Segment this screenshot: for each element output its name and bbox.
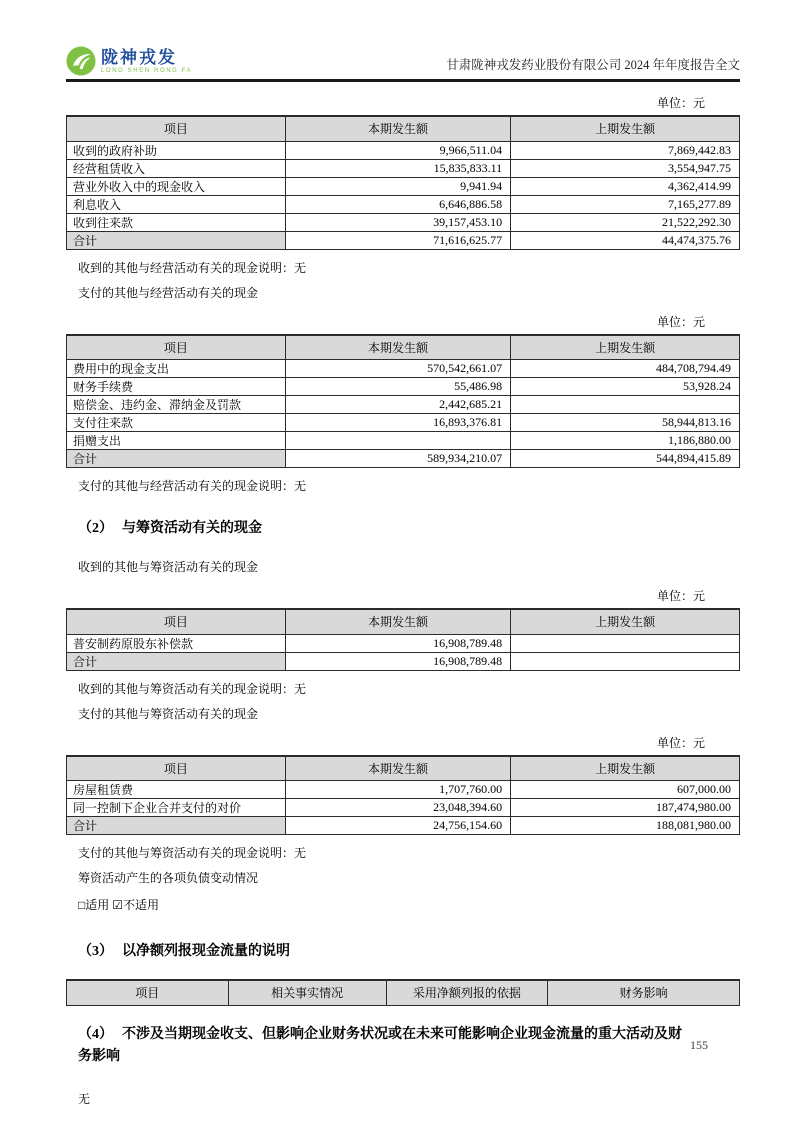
column-header: 上期发生额 bbox=[511, 609, 740, 634]
note-op-pay-intro: 支付的其他与经营活动有关的现金 bbox=[78, 285, 259, 300]
table-financing-cash-paid bbox=[66, 755, 740, 836]
column-header: 项目 bbox=[67, 116, 286, 141]
item-cell: 合计 bbox=[67, 652, 286, 670]
column-header: 本期发生额 bbox=[285, 116, 510, 141]
logo-cn-text: 陇神戎发 bbox=[101, 47, 177, 67]
none-text: 无 bbox=[78, 1091, 91, 1106]
table-header-row bbox=[67, 335, 740, 360]
table-row bbox=[67, 414, 740, 432]
amount-cell bbox=[285, 432, 510, 450]
column-header: 本期发生额 bbox=[285, 756, 510, 781]
table-row bbox=[67, 360, 740, 378]
item-cell: 收到的政府补助 bbox=[67, 141, 286, 159]
column-header: 项目 bbox=[67, 609, 286, 634]
amount-cell: 23,048,394.60 bbox=[285, 799, 510, 817]
table-row bbox=[67, 799, 740, 817]
logo-text bbox=[101, 49, 192, 74]
column-header: 本期发生额 bbox=[285, 609, 510, 634]
amount-cell: 589,934,210.07 bbox=[285, 450, 510, 468]
column-header: 项目 bbox=[67, 980, 229, 1005]
amount-cell: 2,442,685.21 bbox=[285, 396, 510, 414]
item-cell: 支付往来款 bbox=[67, 414, 286, 432]
unit-label: 单位：元 bbox=[656, 589, 705, 603]
page-number: 155 bbox=[690, 1038, 708, 1052]
table-row bbox=[67, 177, 740, 195]
table-row bbox=[67, 195, 740, 213]
table-operating-cash-paid bbox=[66, 334, 740, 469]
amount-cell: 16,908,789.48 bbox=[285, 652, 510, 670]
page-header bbox=[66, 46, 740, 76]
table-header-row bbox=[67, 609, 740, 634]
item-cell: 利息收入 bbox=[67, 195, 286, 213]
amount-cell bbox=[511, 396, 740, 414]
amount-cell: 16,908,789.48 bbox=[285, 634, 510, 652]
amount-cell: 607,000.00 bbox=[511, 781, 740, 799]
section-heading-3 bbox=[66, 941, 740, 963]
amount-cell: 58,944,813.16 bbox=[511, 414, 740, 432]
item-cell: 费用中的现金支出 bbox=[67, 360, 286, 378]
amount-cell: 1,186,880.00 bbox=[511, 432, 740, 450]
amount-cell: 7,165,277.89 bbox=[511, 195, 740, 213]
amount-cell bbox=[511, 634, 740, 652]
column-header: 项目 bbox=[67, 756, 286, 781]
amount-cell bbox=[511, 652, 740, 670]
table-row bbox=[67, 159, 740, 177]
logo-icon bbox=[66, 46, 96, 76]
amount-cell: 187,474,980.00 bbox=[511, 799, 740, 817]
amount-cell: 4,362,414.99 bbox=[511, 177, 740, 195]
table-row bbox=[67, 141, 740, 159]
amount-cell: 53,928.24 bbox=[511, 378, 740, 396]
amount-cell: 71,616,625.77 bbox=[285, 231, 510, 249]
section-title: 与筹资活动有关的现金 bbox=[122, 521, 262, 536]
table-row bbox=[67, 396, 740, 414]
table-header-row bbox=[67, 980, 740, 1005]
column-header: 本期发生额 bbox=[285, 335, 510, 360]
item-cell: 捐赠支出 bbox=[67, 432, 286, 450]
table-total-row bbox=[67, 652, 740, 670]
amount-cell: 39,157,453.10 bbox=[285, 213, 510, 231]
amount-cell: 9,941.94 bbox=[285, 177, 510, 195]
company-logo bbox=[66, 46, 192, 76]
item-cell: 合计 bbox=[67, 817, 286, 835]
section-number: （2） bbox=[78, 521, 113, 536]
column-header: 上期发生额 bbox=[511, 756, 740, 781]
amount-cell: 15,835,833.11 bbox=[285, 159, 510, 177]
item-cell: 收到往来款 bbox=[67, 213, 286, 231]
applicability-checkboxes: □适用 ☑不适用 bbox=[78, 898, 160, 912]
section-title: 不涉及当期现金收支、但影响企业财务状况或在未来可能影响企业现金流量的重大活动及财务影响 bbox=[78, 1026, 682, 1064]
table-row bbox=[67, 432, 740, 450]
table-row bbox=[67, 781, 740, 799]
column-header: 财务影响 bbox=[548, 980, 740, 1005]
unit-label: 单位：元 bbox=[656, 96, 705, 110]
amount-cell: 44,474,375.76 bbox=[511, 231, 740, 249]
column-header: 相关事实情况 bbox=[228, 980, 386, 1005]
section-number: （3） bbox=[78, 944, 113, 959]
amount-cell: 9,966,511.04 bbox=[285, 141, 510, 159]
unit-label: 单位：元 bbox=[656, 735, 705, 750]
note-op-receive: 收到的其他与经营活动有关的现金说明：无 bbox=[78, 260, 307, 275]
table-row bbox=[67, 634, 740, 652]
note-fin-receive-intro: 收到的其他与筹资活动有关的现金 bbox=[78, 560, 259, 574]
note-op-pay: 支付的其他与经营活动有关的现金说明：无 bbox=[78, 479, 307, 493]
amount-cell: 21,522,292.30 bbox=[511, 213, 740, 231]
amount-cell: 484,708,794.49 bbox=[511, 360, 740, 378]
table-total-row bbox=[67, 450, 740, 468]
section-number: （4） bbox=[78, 1026, 113, 1042]
section-heading-2 bbox=[66, 518, 740, 540]
column-header: 项目 bbox=[67, 335, 286, 360]
amount-cell: 3,554,947.75 bbox=[511, 159, 740, 177]
item-cell: 赔偿金、违约金、滞纳金及罚款 bbox=[67, 396, 286, 414]
amount-cell: 24,756,154.60 bbox=[285, 817, 510, 835]
item-cell: 经营租赁收入 bbox=[67, 159, 286, 177]
table-header-row bbox=[67, 756, 740, 781]
note-fin-pay-intro: 支付的其他与筹资活动有关的现金 bbox=[78, 706, 259, 721]
unit-label: 单位：元 bbox=[656, 314, 705, 329]
table-total-row bbox=[67, 817, 740, 835]
table-operating-cash-received bbox=[66, 115, 740, 250]
column-header: 上期发生额 bbox=[511, 335, 740, 360]
section-heading-4 bbox=[66, 1024, 690, 1068]
note-fin-receive: 收到的其他与筹资活动有关的现金说明：无 bbox=[78, 681, 307, 696]
item-cell: 房屋租赁费 bbox=[67, 781, 286, 799]
logo-en-text: LONG SHEN RONG FA bbox=[101, 67, 193, 74]
item-cell: 合计 bbox=[67, 231, 286, 249]
amount-cell: 570,542,661.07 bbox=[285, 360, 510, 378]
item-cell: 同一控制下企业合并支付的对价 bbox=[67, 799, 286, 817]
table-header-row bbox=[67, 116, 740, 141]
amount-cell: 55,486.98 bbox=[285, 378, 510, 396]
amount-cell: 6,646,886.58 bbox=[285, 195, 510, 213]
amount-cell: 188,081,980.00 bbox=[511, 817, 740, 835]
header-divider bbox=[66, 79, 740, 82]
table-net-presentation bbox=[66, 979, 740, 1006]
table-financing-cash-received bbox=[66, 608, 740, 671]
amount-cell: 16,893,376.81 bbox=[285, 414, 510, 432]
table-row bbox=[67, 378, 740, 396]
table-row bbox=[67, 213, 740, 231]
table-total-row bbox=[67, 231, 740, 249]
item-cell: 普安制药原股东补偿款 bbox=[67, 634, 286, 652]
amount-cell: 1,707,760.00 bbox=[285, 781, 510, 799]
note-fin-pay: 支付的其他与筹资活动有关的现金说明：无 bbox=[78, 846, 307, 860]
item-cell: 财务手续费 bbox=[67, 378, 286, 396]
column-header: 采用净额列报的依据 bbox=[386, 980, 548, 1005]
item-cell: 营业外收入中的现金收入 bbox=[67, 177, 286, 195]
note-liability-changes: 筹资活动产生的各项负债变动情况 bbox=[78, 871, 259, 885]
item-cell: 合计 bbox=[67, 450, 286, 468]
section-title: 以净额列报现金流量的说明 bbox=[122, 944, 290, 959]
report-title: 甘肃陇神戎发药业股份有限公司 2024 年年度报告全文 bbox=[446, 58, 740, 72]
column-header: 上期发生额 bbox=[511, 116, 740, 141]
amount-cell: 7,869,442.83 bbox=[511, 141, 740, 159]
amount-cell: 544,894,415.89 bbox=[511, 450, 740, 468]
